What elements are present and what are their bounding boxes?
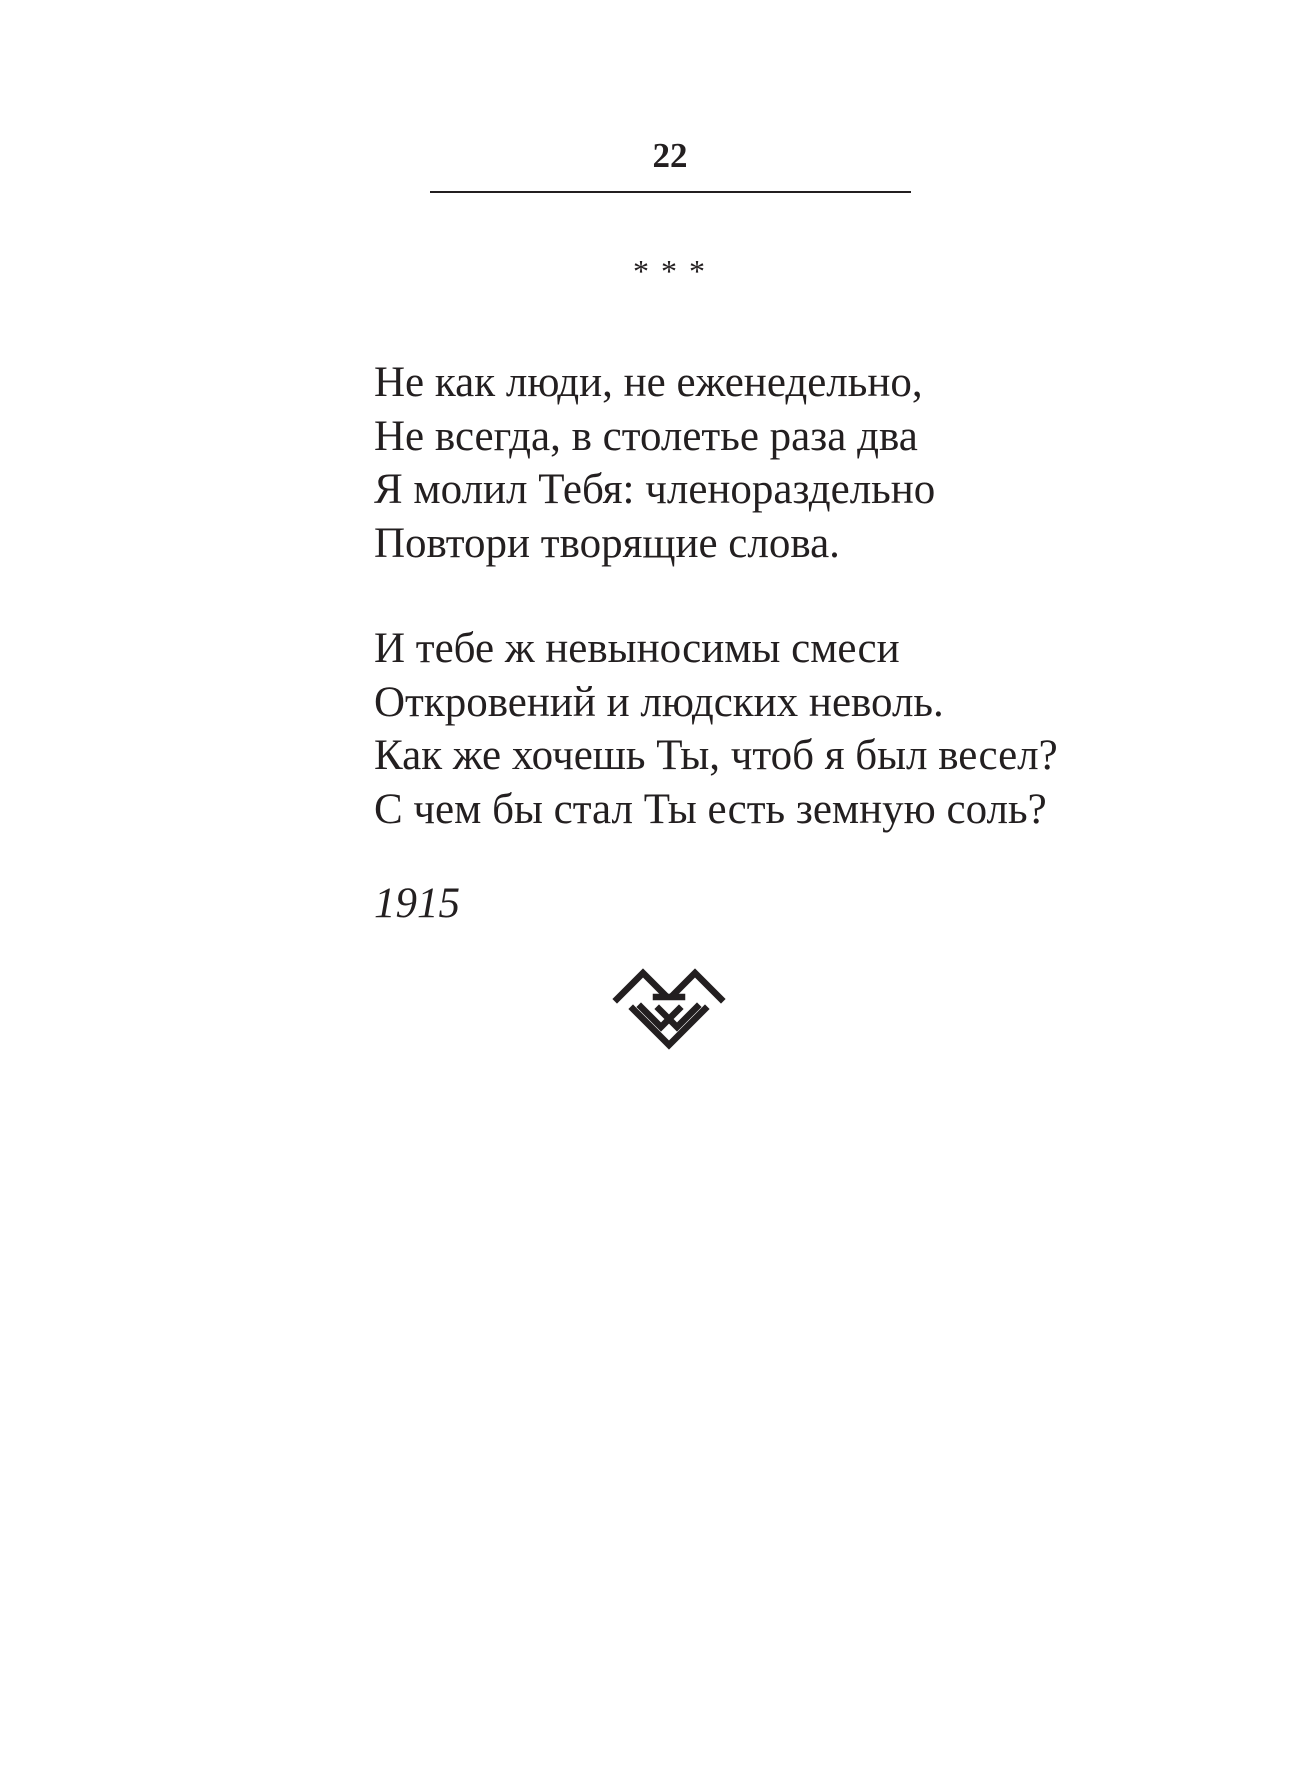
interlaced-diamond-ornament-icon [612,968,726,1051]
poem-line: Не как люди, не еженедельно, [374,359,923,406]
page-number: 22 [652,136,688,175]
poem-stanza-2 [374,622,1174,836]
poem-line: С чем бы стал Ты есть земную соль? [374,785,1047,833]
section-break-asterisks: * * * [633,253,707,289]
poem-line: Как же хочешь Ты, чтоб я был весел? [374,732,1058,779]
header-rule [430,191,911,193]
poem-line: Откровений и людских неволь. [374,678,944,726]
poem-line: И тебе ж невыносимы смеси [374,625,900,672]
poem-line: Не всегда, в столетье раза два [374,412,918,460]
poem [374,356,1174,888]
poem-date: 1915 [374,880,460,927]
poem-line: Повтори творящие слова. [374,519,840,567]
poem-line: Я молил Тебя: членораздельно [374,466,936,513]
poem-stanza-1 [374,356,1174,570]
